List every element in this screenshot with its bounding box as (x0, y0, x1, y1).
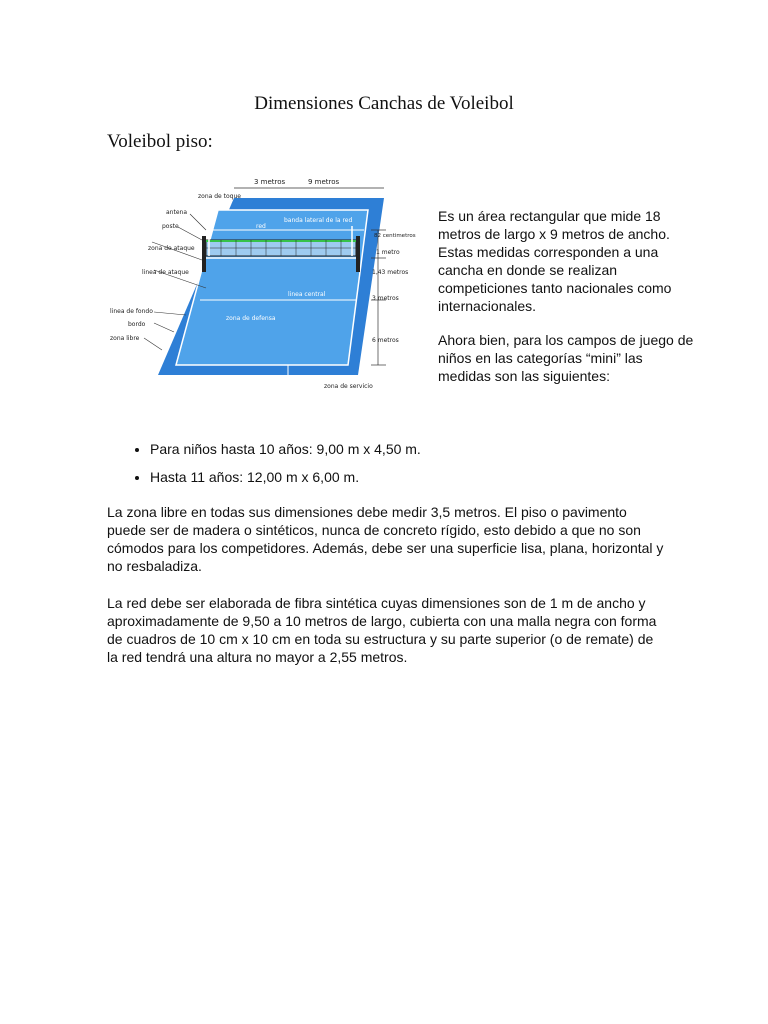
list-item: • Para niños hasta 10 años: 9,00 m x 4,50 m. (150, 440, 421, 458)
intro-text (438, 207, 698, 401)
label-6m: 6 metros (372, 337, 399, 344)
label-zona-de-servicio: zona de servicio (324, 383, 373, 390)
court-diagram (106, 170, 422, 410)
court-diagram-svg (106, 170, 422, 410)
label-3m: 3 metros (372, 295, 399, 302)
label-zona-de-toque: zona de toque (198, 193, 241, 200)
label-zona-libre: zona libre (110, 335, 140, 342)
section-subtitle: Voleibol piso: (107, 131, 213, 152)
label-zona-de-ataque: zona de ataque (148, 245, 195, 252)
post-left (202, 236, 206, 272)
intro-paragraph-2: Ahora bien, para los campos de juego de niños en las categorías “mini” las medidas son las siguientes: (438, 332, 694, 384)
free-zone-paragraph: La zona libre en todas sus dimensiones debe medir 3,5 metros. El piso o pavimento puede ser de madera o sintéticos, nunca de concreto rígido, esto debido a que no son cómodos para los competidores. Además, debe ser una superficie lisa, plana, horizontal y no resbaladiza. (107, 504, 664, 574)
label-top-3m: 3 metros (254, 178, 286, 186)
label-82cm: 82 centimetros (374, 233, 416, 239)
label-borde: bordo (128, 321, 146, 328)
label-red: red (256, 223, 266, 230)
net-paragraph: La red debe ser elaborada de fibra sintética cuyas dimensiones son de 1 m de ancho y aproximadamente de 9,50 a 10 metros de largo, cubierta con una malla negra con forma de cuadros de 10 cm x 10 cm en toda su estructura y su parte superior (o de remate) de la red tendrá una altura no mayor a 2,55 metros. (107, 595, 657, 665)
list-item: • Hasta 11 años: 12,00 m x 6,00 m. (150, 468, 421, 486)
label-poste: poste (162, 223, 179, 230)
label-antena: antena (166, 209, 188, 216)
label-linea-de-fondo: linea de fondo (110, 308, 153, 315)
label-top-9m: 9 metros (308, 178, 340, 186)
label-linea-de-ataque: linea de ataque (142, 269, 189, 276)
label-linea-central: linea central (288, 291, 326, 298)
label-143m: 1,43 metros (372, 269, 409, 276)
label-zona-de-defensa: zona de defensa (226, 315, 276, 322)
label-banda-lateral: banda lateral de la red (284, 217, 353, 224)
mini-sizes-list (128, 440, 421, 496)
label-1m: 1 metro (376, 249, 400, 256)
page-title: Dimensiones Canchas de Voleibol (254, 93, 514, 114)
post-right (356, 236, 360, 272)
intro-paragraph-1: Es un área rectangular que mide 18 metros de largo x 9 metros de ancho. Estas medidas corresponden a una cancha en donde se realizan competiciones tanto nacionales como internacionales. (438, 208, 672, 314)
